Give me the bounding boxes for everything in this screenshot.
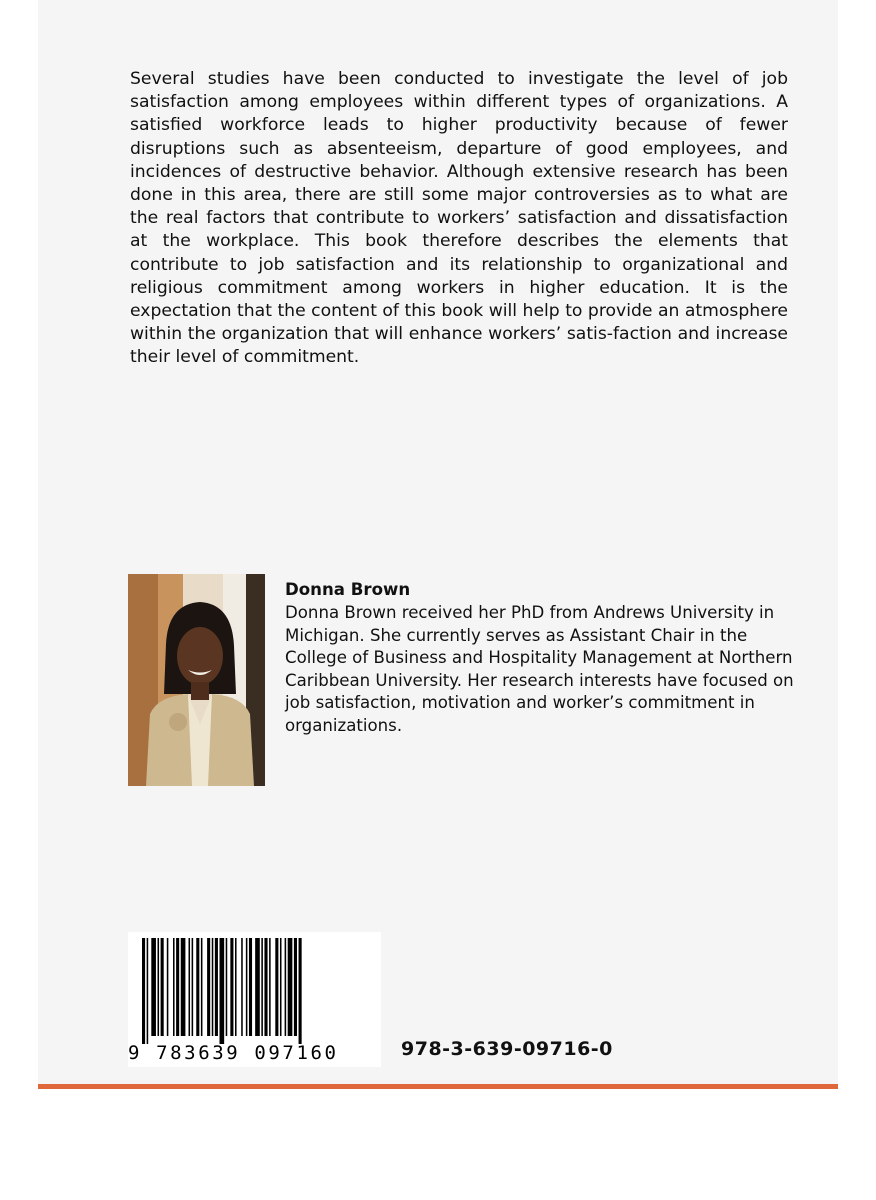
barcode-digits: 9 783639 097160 [128,1042,339,1064]
book-description: Several studies have been conducted to investigate the level of job satisfaction among employees within different types of organizations. A satisfied workforce leads to higher productivity because of fewer disruptions such as absenteeism, departure of good employees, and incidences of destructive behavior. Although extensive research has been done in this area, there are still some major controversies as to what are the real factors that contribute to workers’ satisfaction and dissatisfaction at the workplace. This book therefore describes the elements that contribute to job satisfaction and its relationship to organizational and religious commitment among workers in higher education. It is the expectation that the content of this book will help to provide an atmosphere within the organization that will enhance workers’ satis-faction and increase their level of commitment. [130,69,788,368]
barcode-bars [128,932,381,1044]
author-name: Donna Brown [285,580,411,599]
accent-stripe [38,1084,838,1089]
author-bio: Donna Brown received her PhD from Andrews University in Michigan. She currently serves as Assistant Chair in the College of Business and Hospitality Management at Northern Caribbean University. Her research interests have focused on job satisfaction, motivation and worker’s commitment in organizations. [285,603,794,735]
isbn-number: 978-3-639-09716-0 [401,1038,613,1060]
author-photo [128,574,265,786]
barcode [128,932,381,1067]
